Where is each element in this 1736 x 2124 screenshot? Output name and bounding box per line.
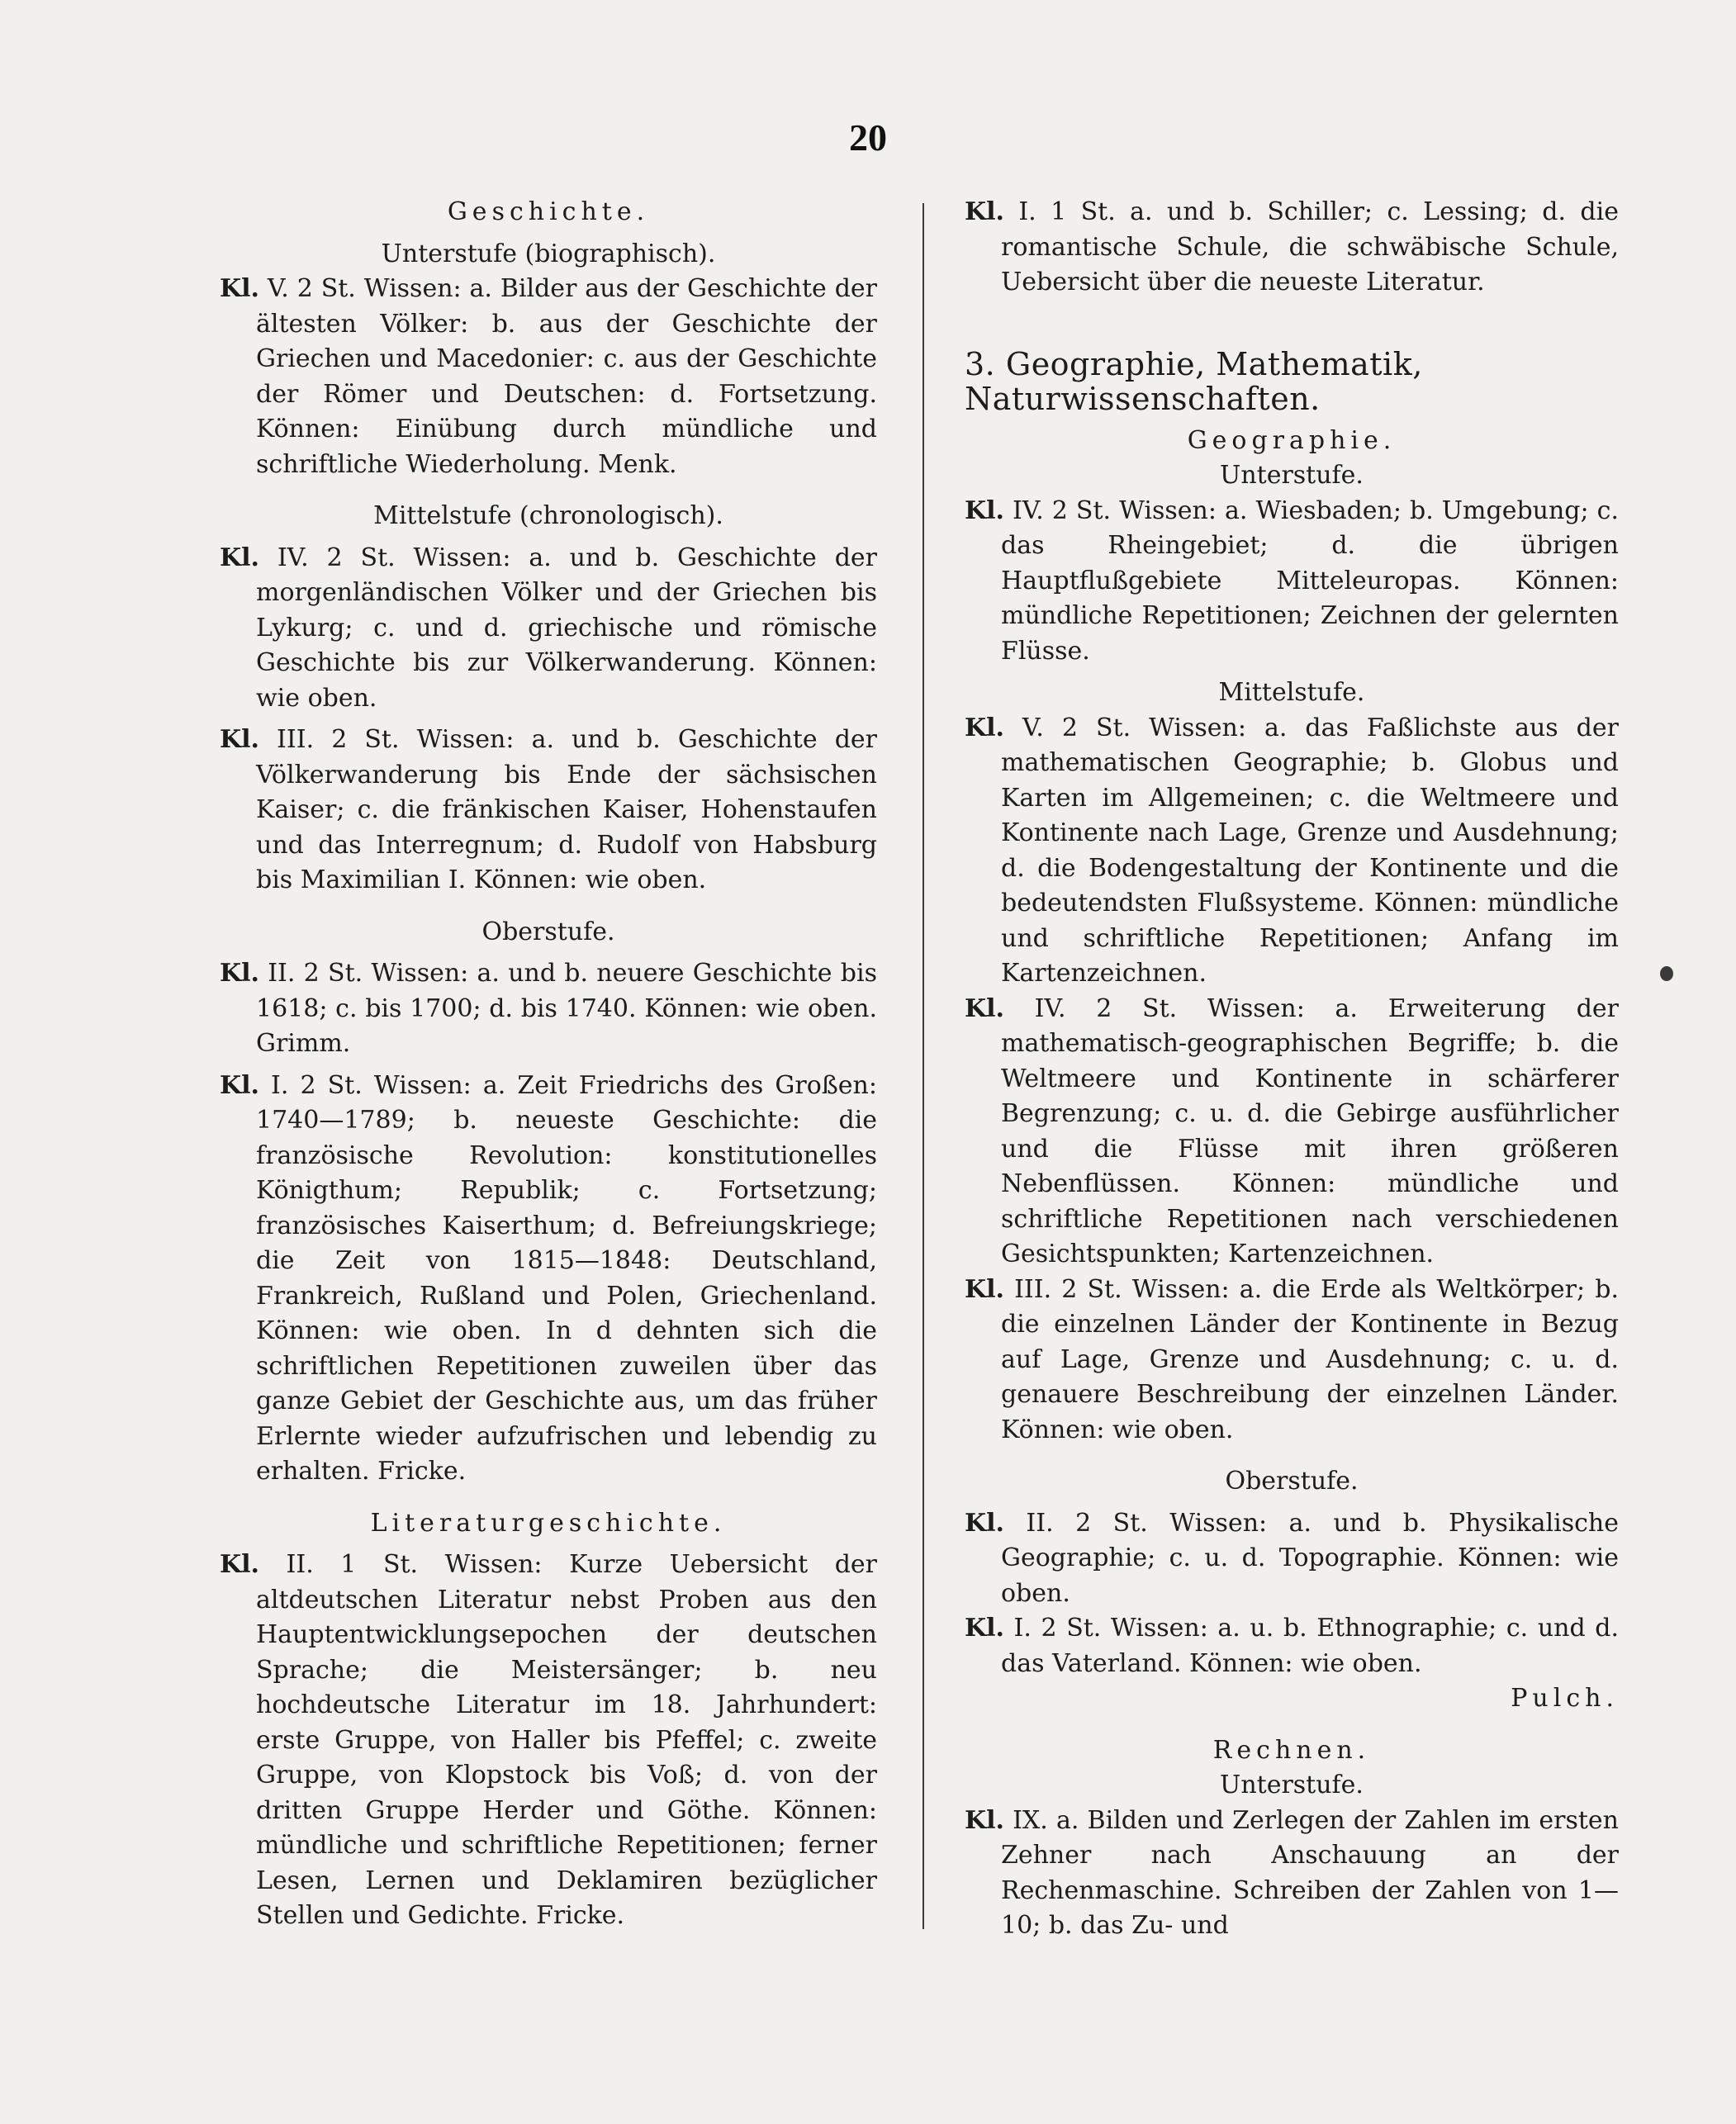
class-label: Kl. (965, 713, 1004, 742)
class-label: Kl. (965, 1805, 1004, 1835)
entry-text: V. 2 St. Wissen: a. das Faßlichste aus der mathematischen Geographie; b. Globus und Karten im Allgemeinen; c. die Weltmeere und Kontinente nach Lage, Grenze und Ausdehnung; d. die Bodengestaltung der Kontinente und die bedeutendsten Flußsysteme. Können: mündliche und schriftliche Repetitionen; Anfang im Kartenzeichnen. (1001, 713, 1619, 988)
entry-paragraph (965, 1506, 1619, 1612)
entry-paragraph (220, 541, 877, 717)
entry-paragraph (965, 195, 1619, 301)
entry-text: III. 2 St. Wissen: a. und b. Geschichte der Völkerwanderung bis Ende der sächsischen Kaiser; c. die fränkischen Kaiser, Hohenstaufen und das Interregnum; d. Rudolf von Habsburg bis Maximilian I. Können: wie oben. (256, 725, 877, 894)
class-label: Kl. (220, 1550, 259, 1579)
class-label: Kl. (220, 1070, 259, 1100)
subheading-unterstufe: Unterstufe (biographisch). (381, 239, 716, 268)
class-label: Kl. (965, 1274, 1004, 1304)
class-label: Kl. (965, 197, 1004, 226)
entry-paragraph (965, 1804, 1619, 1944)
entry-paragraph (965, 992, 1619, 1273)
heading-literaturgeschichte: Literaturgeschichte. (370, 1508, 727, 1538)
column-divider (923, 203, 924, 1929)
entry-paragraph (965, 1611, 1619, 1681)
entry-text: I. 2 St. Wissen: a. Zeit Friedrichs des Großen: 1740—1789; b. neueste Geschichte: die französische Revolution: konstitutionelles Königthum; Republik; c. Fortsetzung; französisches Kaiserthum; d. Befreiungskriege; die Zeit von 1815—1848: Deutschland, Frankreich, Rußland und Polen, Griechenland. Können: wie oben. In d dehnten sich die schriftlichen Repetitionen zuweilen über das ganze Gebiet der Geschichte aus, um das früher Erlernte wieder aufzufrischen und lebendig zu erhalten. Fricke. (256, 1070, 877, 1486)
page-number: 20 (849, 116, 887, 159)
ink-spot (1660, 966, 1673, 981)
class-label: Kl. (220, 543, 259, 572)
subheading-mittelstufe: Mittelstufe (chronologisch). (373, 501, 723, 530)
right-column (965, 195, 1619, 1944)
entry-text: IV. 2 St. Wissen: a. Erweiterung der mathematisch-geographischen Begriffe; b. die Weltmeere und Kontinente in schärferer Begrenzung; c. u. d. die Gebirge ausführlicher und die Flüsse mit ihren größeren Nebenflüssen. Können: mündliche und schriftliche Repetitionen nach verschiedenen Gesichtspunkten; Kartenzeichnen. (1001, 993, 1619, 1268)
entry-paragraph (220, 723, 877, 898)
class-label: Kl. (965, 993, 1004, 1023)
entry-text: I. 1 St. a. und b. Schiller; c. Lessing; d. die romantische Schule, die schwäbische Schule, Uebersicht über die neueste Literatur. (1001, 197, 1619, 296)
entry-text: IV. 2 St. Wissen: a. Wiesbaden; b. Umgebung; c. das Rheingebiet; d. die übrigen Hauptflußgebiete Mitteleuropas. Können: mündliche Repetitionen; Zeichnen der gelernten Flüsse. (1001, 495, 1619, 666)
heading-geographie: Geographie. (1187, 425, 1397, 455)
subheading-unterstufe: Unterstufe. (1220, 1771, 1364, 1799)
entry-paragraph (965, 1273, 1619, 1448)
entry-text: I. 2 St. Wissen: a. u. b. Ethnographie; c. und d. das Vaterland. Können: wie oben. (1001, 1614, 1619, 1678)
subheading-oberstufe: Oberstufe. (1225, 1467, 1359, 1496)
subheading-unterstufe: Unterstufe. (1220, 461, 1364, 490)
entry-text: III. 2 St. Wissen: a. die Erde als Weltkörper; b. die einzelnen Länder der Kontinente in Bezug auf Lage, Grenze und Ausdehnung; c. u. d. genauere Beschreibung der einzelnen Länder. Können: wie oben. (1001, 1274, 1619, 1444)
entry-paragraph (220, 272, 877, 482)
entry-paragraph (965, 711, 1619, 992)
class-label: Kl. (965, 495, 1004, 525)
teacher-name: Pulch. (1511, 1684, 1619, 1713)
entry-text: II. 2 St. Wissen: a. und b. Physikalische Geographie; c. u. d. Topographie. Können: wie oben. (1001, 1508, 1619, 1608)
entry-text: IX. a. Bilden und Zerlegen der Zahlen im ersten Zehner nach Anschauung an der Rechenmaschine. Schreiben der Zahlen von 1—10; b. das Zu- und (1001, 1805, 1619, 1940)
entry-text: II. 1 St. Wissen: Kurze Uebersicht der altdeutschen Literatur nebst Proben aus den Hauptentwicklungsepochen der deutschen Sprache; die Meistersänger; b. neu hochdeutsche Literatur im 18. Jahrhundert: erste Gruppe, von Haller bis Pfeffel; c. zweite Gruppe, von Klopstock bis Voß; d. von der dritten Gruppe Herder und Göthe. Können: mündliche und schriftliche Repetitionen; ferner Lesen, Lernen und Deklamiren bezüglicher Stellen und Gedichte. Fricke. (256, 1550, 877, 1930)
entry-text: IV. 2 St. Wissen: a. und b. Geschichte der morgenländischen Völker und der Griechen bis Lykurg; c. und d. griechische und römische Geschichte bis zur Völkerwanderung. Können: wie oben. (256, 543, 877, 713)
subheading-oberstufe: Oberstufe. (481, 917, 615, 946)
entry-paragraph (965, 494, 1619, 670)
class-label: Kl. (965, 1614, 1004, 1643)
left-column (220, 195, 877, 1934)
class-label: Kl. (965, 1508, 1004, 1538)
subheading-mittelstufe: Mittelstufe. (1218, 678, 1365, 707)
class-label: Kl. (220, 725, 259, 754)
entry-paragraph (220, 1548, 877, 1934)
entry-text: II. 2 St. Wissen: a. und b. neuere Geschichte bis 1618; c. bis 1700; d. bis 1740. Können: wie oben. Grimm. (256, 959, 877, 1058)
heading-geschichte: Geschichte. (447, 197, 650, 226)
class-label: Kl. (220, 274, 259, 303)
entry-paragraph (220, 956, 877, 1062)
class-label: Kl. (220, 959, 259, 988)
entry-text: V. 2 St. Wissen: a. Bilder aus der Geschichte der ältesten Völker: b. aus der Geschichte der Griechen und Macedonier: c. aus der Geschichte der Römer und Deutschen: d. Fortsetzung. Können: Einübung durch mündliche und schriftliche Wiederholung. Menk. (256, 274, 878, 479)
entry-paragraph (220, 1069, 877, 1490)
section-title: 3. Geographie, Mathematik, Naturwissenschaften. (965, 345, 1423, 417)
heading-rechnen: Rechnen. (1212, 1735, 1371, 1765)
